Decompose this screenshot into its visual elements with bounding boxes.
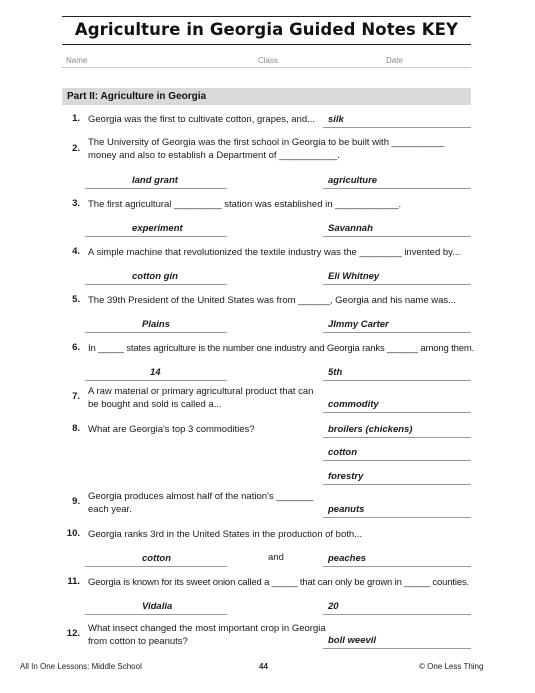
question-number: 1. [72,113,80,124]
answer-text: cotton gin [132,271,178,282]
answer-line[interactable] [85,566,227,567]
question-number: 11. [67,576,80,587]
answer-line[interactable] [323,437,471,438]
answer-text: cotton [328,447,358,458]
section-heading-bar [62,88,471,105]
answer-text: peaches [328,553,367,564]
answer-line[interactable] [85,236,227,237]
answer-line[interactable] [85,332,227,333]
answer-text: cotton [142,553,172,564]
answer-line[interactable] [323,127,471,128]
footer-left: All In One Lessons: Middle School [20,662,142,671]
answer-text: Savannah [328,223,373,234]
question-text: The first agricultural _________ station was established in ____________. [88,199,402,210]
answer-text: experiment [132,223,183,234]
question-text-line: money and also to establish a Department of ___________. [88,150,340,161]
question-text: A simple machine that revolutionized the textile industry was the ________ invented by... [88,247,461,258]
question-text: Georgia ranks 3rd in the United States in the production of both... [88,529,363,540]
question-text-line: be bought and sold is called a... [88,399,222,410]
answer-text: broilers (chickens) [328,424,413,435]
question-text [88,385,313,411]
title-rule [62,44,471,45]
question-text [88,490,313,516]
answer-text: Plains [142,319,170,330]
question-number: 8. [72,423,80,434]
question-text: What are Georgia's top 3 commodities? [88,424,255,435]
question-number: 6. [72,342,80,353]
date-label: Date [386,56,403,65]
top-rule [62,16,471,17]
name-line[interactable] [62,67,471,68]
answer-text: boll weevil [328,635,377,646]
answer-line[interactable] [323,332,471,333]
answer-text: Eli Whitney [328,271,380,282]
class-label: Class [258,56,279,65]
question-text [88,136,444,162]
question-text-line: each year. [88,504,132,515]
answer-line[interactable] [323,284,471,285]
page-title: Agriculture in Georgia Guided Notes KEY [74,20,459,39]
question-number: 2. [72,143,80,154]
answer-line[interactable] [85,614,227,615]
answer-line[interactable] [323,188,471,189]
question-text-line: Georgia produces almost half of the nation's _______ [88,491,314,502]
question-number: 9. [72,496,80,507]
question-text-line: What insect changed the most important crop in Georgia [88,623,326,634]
answer-text: Vidalia [142,601,173,612]
answer-text: 5th [328,367,343,378]
answer-line[interactable] [85,188,227,189]
answer-line[interactable] [85,284,227,285]
answer-text: commodity [328,399,379,410]
question-number: 10. [66,528,80,539]
question-text-line: The University of Georgia was the first school in Georgia to be built with __________ [88,137,445,148]
question-number: 4. [72,246,80,257]
answer-line[interactable] [323,614,471,615]
question-text-line: from cotton to peanuts? [88,636,188,647]
answer-line[interactable] [323,648,471,649]
answer-text: 14 [150,367,161,378]
question-text: Georgia was the first to cultivate cotton, grapes, and... [88,114,316,125]
answer-line[interactable] [323,412,471,413]
question-number: 3. [72,198,80,209]
name-label: Name [66,56,88,65]
answer-text: land grant [132,175,178,186]
question-text: The 39th President of the United States was from ______, Georgia and his name was... [88,295,457,306]
question-text: Georgia is known for its sweet onion called a _____ that can only be grown in _____ counties. [88,577,470,588]
answer-line[interactable] [85,380,227,381]
answer-text: agriculture [328,175,378,186]
answer-text: forestry [328,471,364,482]
answer-text: JImmy Carter [328,319,389,330]
question-number: 5. [72,294,80,305]
answer-text: peanuts [328,504,365,515]
answer-line[interactable] [323,380,471,381]
question-text [88,622,326,648]
question-number: 7. [72,391,80,402]
answer-line[interactable] [323,484,471,485]
question-text-line: A raw material or primary agricultural product that can [88,386,314,397]
answer-line[interactable] [323,566,471,567]
footer-right: © One Less Thing [419,662,484,671]
page-number: 44 [259,662,268,671]
question-number: 12. [66,628,80,639]
answer-text: 20 [328,601,339,612]
section-heading: Part II: Agriculture in Georgia [67,91,207,102]
answer-line[interactable] [323,460,471,461]
answer-line[interactable] [323,236,471,237]
connector-text: and [268,552,284,563]
answer-text: silk [328,114,344,125]
question-text: In _____ states agriculture is the number one industry and Georgia ranks ______ among them. [88,343,475,354]
answer-line[interactable] [323,517,471,518]
